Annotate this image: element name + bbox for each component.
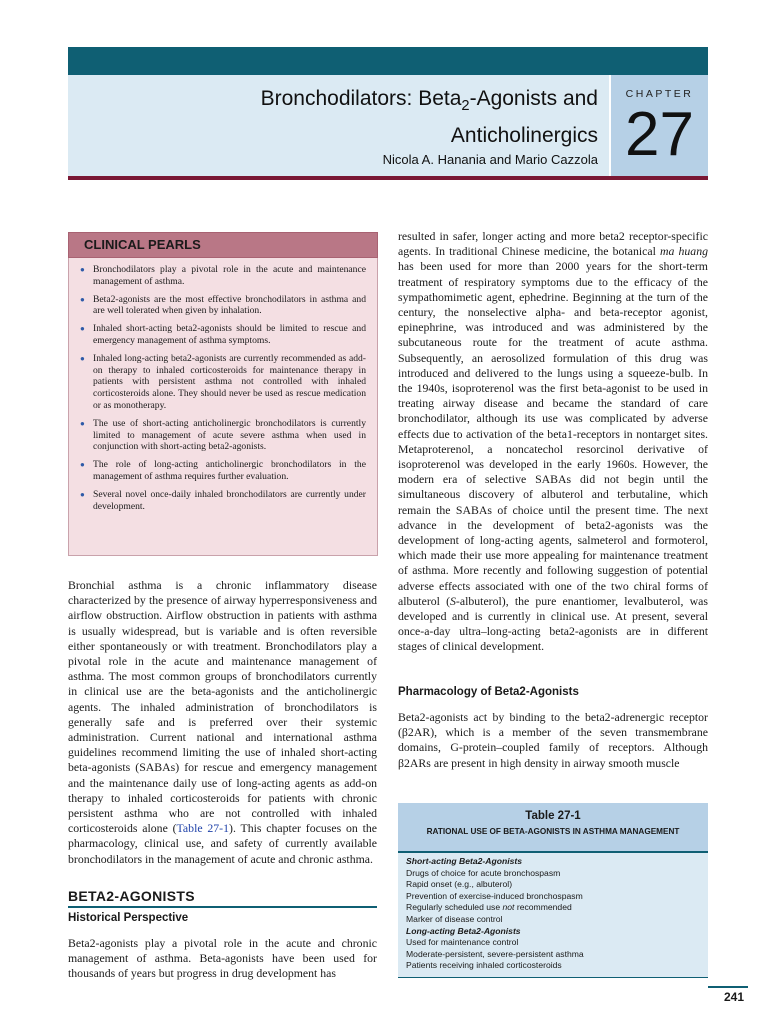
table-category: Short-acting Beta2-Agonists [406, 856, 523, 866]
pharmacology-paragraph: Beta2-agonists act by binding to the beta2-adrenergic receptor (β2AR), which is a member of the seven transmembrane domains, G-protein–coupled family of receptors. Although β2ARs are present in high density in airway smooth muscle [398, 710, 708, 770]
table-row: Used for maintenance control [406, 937, 519, 948]
intro-paragraph: Bronchial asthma is a chronic inflammatory disease characterized by the presence of airway hyperresponsiveness and airflow obstruction. Airflow obstruction in patients with asthma is usually widespread, but is variable and is often reversible either spontaneously or with treatment. Bronchodilators play a pivotal role in the acute and maintenance management of asthma. The most common groups of bronchodilators currently in clinical use are the beta-agonists and the anticholinergic agents. The inhaled administration of bronchodilators is generally safe and is preferred over their systemic administration. Current national and international asthma guidelines recommend limiting the use of inhaled short-acting beta-agonists (SABAs) for rescue and emergency management and the maintenance daily use of long-acting agents as add-on therapy to inhaled corticosteroids for patients with chronic persistent asthma who are not controlled with inhaled corticosteroids alone (Table 27-1). This chapter focuses on the pharmacology, clinical use, and safety of currently available bronchodilators in the management of acute and chronic asthma. [68, 578, 377, 866]
subsection-heading-historical: Historical Perspective [68, 912, 189, 924]
page-number-rule [708, 986, 748, 988]
table-category: Long-acting Beta2-Agonists [406, 925, 521, 936]
table-subtitle: RATIONAL USE OF BETA-AGONISTS IN ASTHMA MANAGEMENT [426, 827, 680, 836]
chapter-label: CHAPTER [625, 88, 694, 100]
header-rule [68, 176, 708, 180]
section-rule [68, 906, 377, 908]
chapter-authors: Nicola A. Hanania and Mario Cazzola [382, 152, 598, 167]
page-number: 241 [723, 990, 744, 1004]
history-paragraph-continued: resulted in safer, longer acting and more beta2 receptor-specific agents. In traditional Chinese medicine, the botanical ma huang has been used for more than 2000 years for the short-term treatment of respiratory symptoms due to the efficacy of the sympathomimetic agent, ephedrine. Beginning at the turn of the century, the nonselective alpha- and beta-receptor agonist, epinephrine, was introduced and was administered by the subcutaneous route for the treatment of acute asthma. Subsequently, an aerosolized formulation of this drug was introduced and delivered to the lungs using a squeeze-bulb. In the 1940s, isoproterenol was the first beta-agonist to be used in treating airway disease and became the standard of care bronchodilator, although its use was complicated by adverse effects due to activation of the beta1-receptors in nontarget sites. Metaproterenol, a noncatechol resorcinol derivative of isoproterenol was developed in the early 1960s. However, the modern era of selective SABAs did not begin until the simultaneous discovery of albuterol and terbutaline, which remain the SABAs of choice until the present time. The next advance in the development of beta2-agonists was the development of long-acting agents, salmeterol and formoterol, which made their use more appealing for maintenance treatment of asthma. More recently and following suggestion of potential adverse effects associated with one of the two chiral forms of albuterol (S-albuterol), the pure enantiomer, levalbuterol, was developed and is currently in clinical use. At present, several once-a-day ultra–long-acting beta2-agonists are in different stages of clinical development. [398, 229, 708, 654]
header-top-bar [68, 47, 708, 75]
pearl-item: ● Bronchodilators play a pivotal role in the acute and maintenance management of asthma. [80, 264, 366, 288]
pearl-item: ● Inhaled short-acting beta2-agonists should be limited to rescue and emergency management of asthma symptoms. [80, 323, 366, 347]
pearl-item: ● The role of long-acting anticholinergic bronchodilators in the management of asthma requires further evaluation. [80, 459, 366, 483]
pearl-item: ● Beta2-agonists are the most effective bronchodilators in asthma and are well tolerated when given by inhalation. [80, 294, 366, 318]
chapter-number: 27 [625, 100, 694, 169]
pearl-item: ● Several novel once-daily inhaled bronchodilators are currently under development. [80, 489, 366, 513]
pearl-item: ● The use of short-acting anticholinergic bronchodilators is currently limited to management of acute severe asthma when used in conjunction with short-acting beta2-agonists. [80, 418, 366, 453]
table-row: Drugs of choice for acute bronchospasm [406, 867, 561, 878]
table-row: Moderate-persistent, severe-persistent asthma [406, 948, 584, 959]
clinical-pearls-list [80, 264, 366, 518]
subsection-heading-pharmacology: Pharmacology of Beta2-Agonists [398, 686, 579, 698]
clinical-pearls-title: CLINICAL PEARLS [84, 237, 201, 252]
table-row: Regularly scheduled use not recommended [406, 902, 572, 913]
history-paragraph-start: Beta2-agonists play a pivotal role in the acute and chronic management of asthma. Beta-agonists have been used for thousands of years but progress in drug development has [68, 936, 377, 981]
table-title: Table 27-1 [525, 810, 581, 822]
table-row: Rapid onset (e.g., albuterol) [406, 879, 513, 890]
table-row: Patients receiving inhaled corticosteroids [406, 960, 562, 971]
table-rule-bottom [398, 977, 708, 978]
pearl-item: ● Inhaled long-acting beta2-agonists are currently recommended as add-on therapy to inhaled corticosteroids for maintenance therapy in patients with persistent asthma not controlled with inhaled corticosteroids alone. They should never be used as rescue medication or as monotherapy. [80, 353, 366, 412]
section-heading-beta2-agonists: BETA2-AGONISTS [68, 888, 195, 904]
table-27-1-link[interactable]: Table 27-1 [176, 821, 230, 836]
table-row: Marker of disease control [406, 913, 503, 924]
table-row: Prevention of exercise-induced bronchospasm [406, 890, 583, 901]
table-rows [406, 856, 702, 972]
chapter-title: Bronchodilators: Beta$_2$-Agonists and Anticholinergics [260, 87, 598, 148]
